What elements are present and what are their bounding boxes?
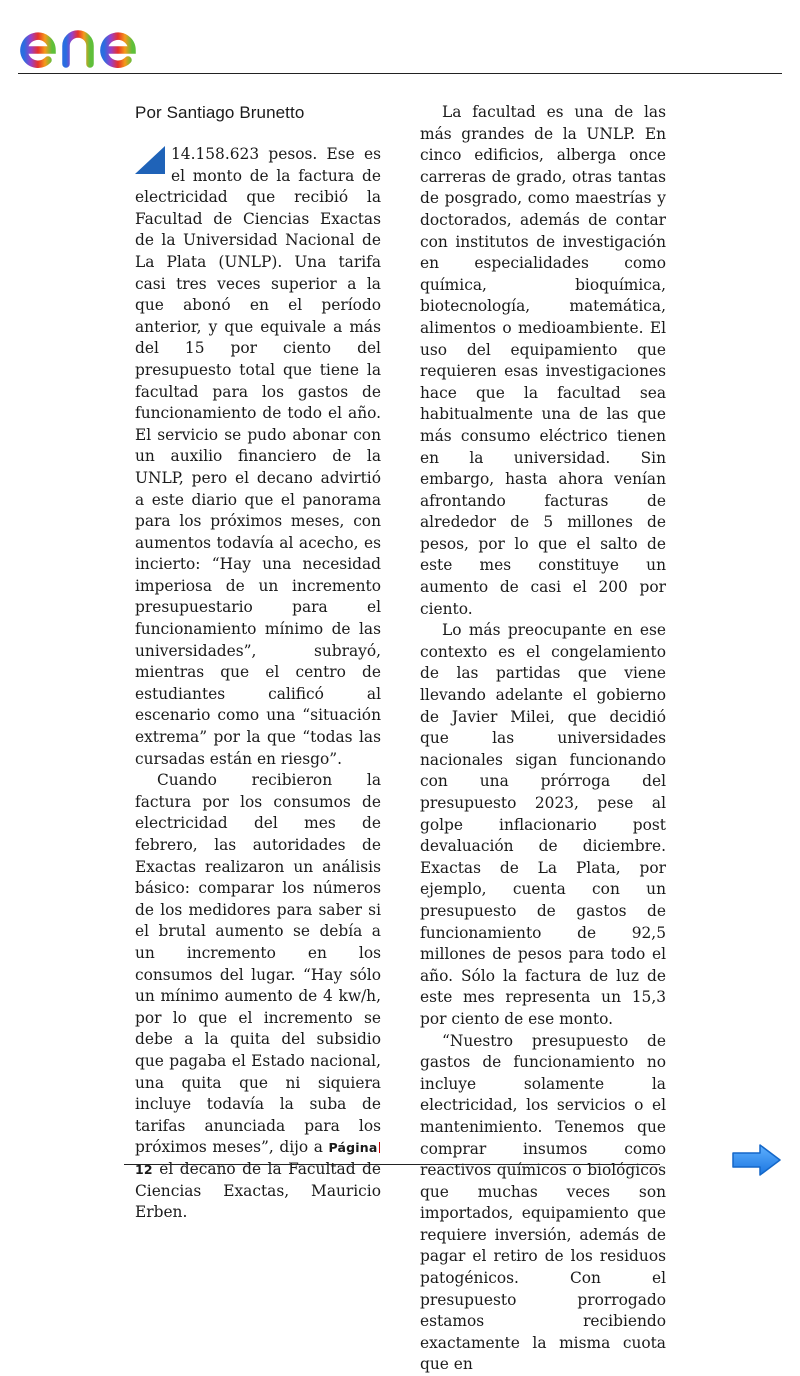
drop-marker-icon — [135, 146, 165, 174]
lead-paragraph — [135, 144, 381, 770]
paragraph: “Nuestro presupuesto de gastos de funcionamiento no incluye solamente la electricidad, los servicios o el mantenimiento. Tenemos que comprar insumos como reactivos químicos o biológicos que muchas veces son importados, equipamiento que requiere inversión, además de pagar el retiro de los residuos patogénicos. Con el presupuesto prorrogado estamos recibiendo exactamente la misma cuota que en — [420, 1031, 666, 1374]
paragraph: Cuando recibieron la factura por los consumos de electricidad del mes de febrero, las autoridades de Exactas realizaron un análisis básico: comparar los números de los medidores para saber si el brutal aumento se debía a un incremento en los consumos del lugar. “Hay sólo un mínimo aumento de 4 kw/h, por lo que el incremento se debe a la quita del subsidio que pagaba el Estado nacional, una quita que ni siquiera incluye todavía la suba de tarifas anunciada para los próximos meses”, dijo a Página12 el decano de la Facultad de Ciencias Exactas, Mauricio Erben. — [135, 771, 381, 1222]
arrow-right-icon[interactable] — [730, 1143, 782, 1177]
header-divider — [18, 73, 782, 74]
paragraph: La facultad es una de las más grandes de la UNLP. En cinco edificios, alberga once carreras de grado, otras tantas de posgrado, como maestrías y doctorados, además de contar con institutos de investigación en especialidades como química, bioquímica, biotecnología, matemática, alimentos o medioambiente. El uso del equipamiento que requieren esas investigaciones hace que la facultad sea habitualmente una de las que más consumo eléctrico tienen en la universidad. Sin embargo, hasta ahora venían afrontando facturas de alrededor de 5 millones de pesos, por lo que el salto de este mes constituye un aumento de casi el 200 por ciento. — [420, 103, 666, 618]
lead-text: 14.158.623 pesos. Ese es el monto de la factura de electricidad que recibió la Facultad de Ciencias Exactas de la Universidad Nacional de La Plata (UNLP). Una tarifa casi tres veces superior a la que abonó en el período anterior, y que equivale a más del 15 por ciento del presupuesto total que tiene la facultad para los gastos de funcionamiento de todo el año. El servicio se pudo abonar con un auxilio financiero de la UNLP, pero el decano advirtió a este diario que el panorama para los próximos meses, con aumentos todavía al acecho, es incierto: “Hay una necesidad imperiosa de un incremento presupuestario para el funcionamiento mínimo de las universidades”, subrayó, mientras que el centro de estudiantes calificó al escenario como una “situación extrema” por la que “todas las cursadas están en riesgo”. — [135, 145, 381, 768]
newspaper-name: Página12 — [135, 1140, 381, 1177]
article-column-left — [135, 102, 381, 1224]
article-byline: Por Santiago Brunetto — [135, 103, 305, 122]
article-column-right — [420, 102, 666, 1376]
next-page-button[interactable] — [730, 1143, 782, 1177]
enel-logo — [14, 8, 184, 72]
paragraph: Lo más preocupante en ese contexto es el congelamiento de las partidas que viene llevando adelante el gobierno de Javier Milei, que decidió que las universidades nacionales sigan funcionando con una prórroga del presupuesto 2023, pese al golpe inflacionario post devaluación de diciembre. Exactas de La Plata, por ejemplo, cuenta con un presupuesto de gastos de funcionamiento de 92,5 millones de pesos para todo el año. Sólo la factura de luz de este mes representa un 15,3 por ciento de ese monto. — [420, 621, 666, 1028]
footer-divider — [124, 1164, 660, 1165]
